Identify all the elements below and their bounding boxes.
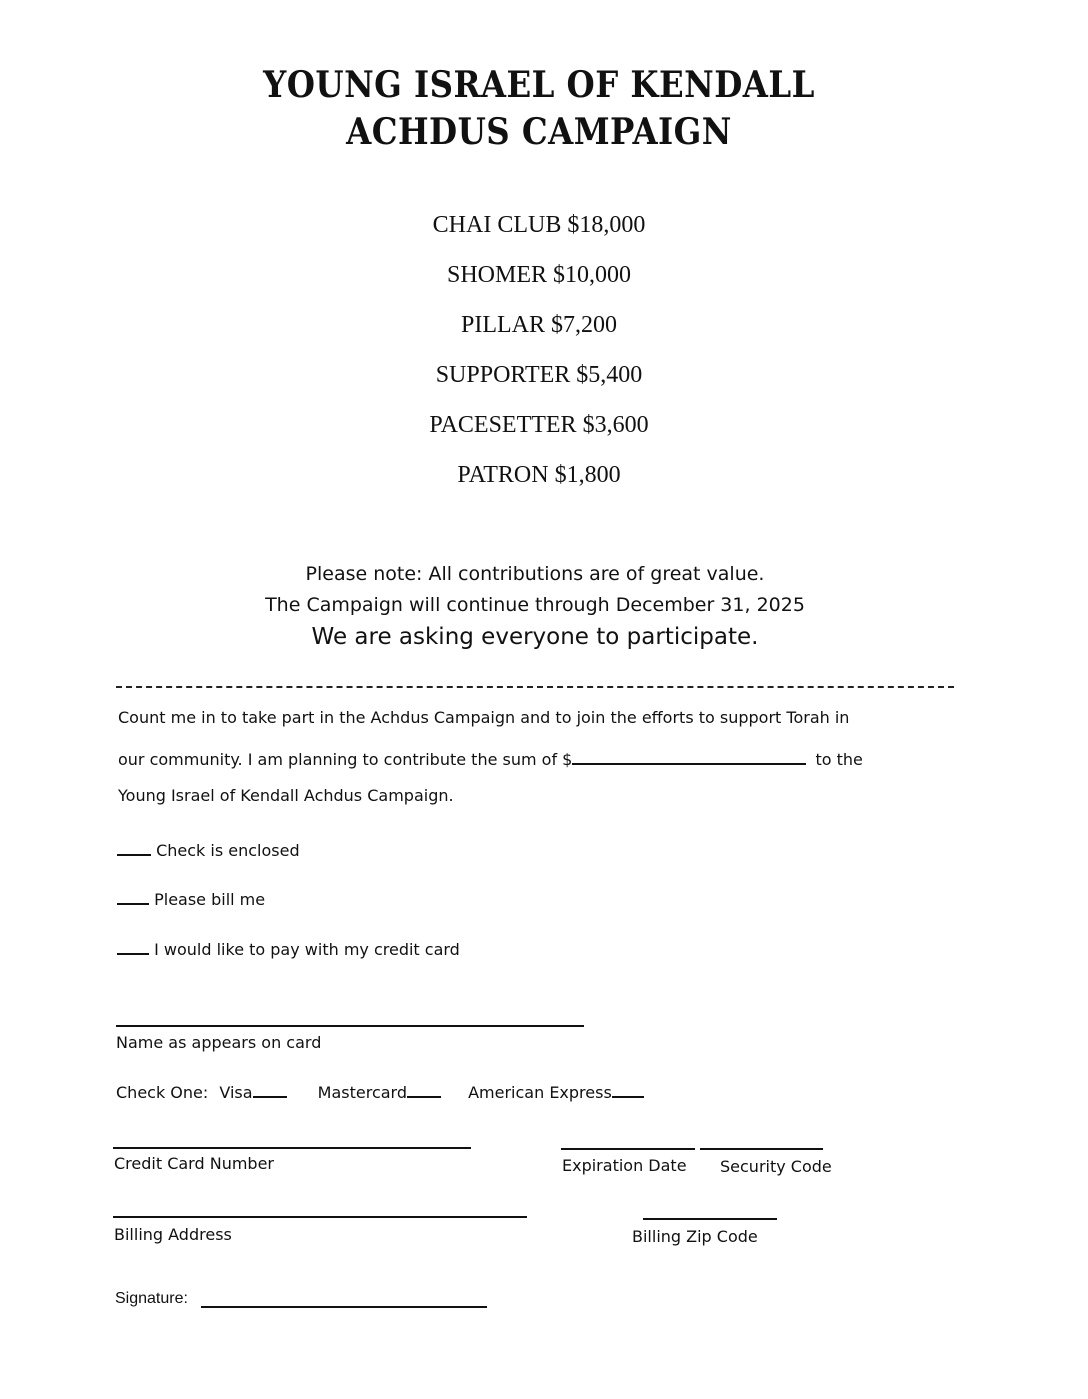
title-line-1: YOUNG ISRAEL OF KENDALL [263, 64, 815, 106]
pledge-amount-field[interactable] [572, 747, 806, 765]
security-code-label: Security Code [720, 1157, 832, 1176]
signature-field[interactable] [201, 1306, 487, 1308]
check-enclosed-label: Check is enclosed [156, 841, 300, 860]
name-on-card-field[interactable] [116, 1025, 584, 1027]
bill-me-label: Please bill me [154, 890, 266, 909]
option-credit-card [117, 939, 460, 959]
visa-blank[interactable] [253, 1082, 287, 1098]
level-pillar: PILLAR $7,200 [461, 312, 617, 338]
credit-card-blank[interactable] [117, 939, 149, 955]
level-chai-club: CHAI CLUB $18,000 [432, 212, 646, 238]
level-shomer: SHOMER $10,000 [446, 262, 632, 288]
pledge-line-1: Count me in to take part in the Achdus Campaign and to join the efforts to support Torah in [118, 708, 850, 727]
card-type-row [116, 1082, 644, 1102]
billing-zip-field[interactable] [643, 1218, 777, 1220]
option-bill-me [117, 889, 265, 909]
note-campaign-dates: The Campaign will continue through December 31, 2025 [265, 594, 805, 616]
pledge-line-3: Young Israel of Kendall Achdus Campaign. [118, 786, 454, 805]
card-number-label: Credit Card Number [114, 1154, 274, 1173]
level-supporter: SUPPORTER $5,400 [435, 362, 643, 388]
card-number-field[interactable] [113, 1147, 471, 1149]
security-code-field[interactable] [700, 1148, 823, 1150]
level-patron: PATRON $1,800 [457, 462, 621, 488]
note-participate: We are asking everyone to participate. [311, 624, 759, 650]
expiration-date-field[interactable] [561, 1148, 695, 1150]
expiration-date-label: Expiration Date [562, 1156, 687, 1175]
billing-address-label: Billing Address [114, 1225, 232, 1244]
bill-me-blank[interactable] [117, 889, 149, 905]
name-on-card-label: Name as appears on card [116, 1033, 322, 1052]
amex-label: American Express [468, 1083, 612, 1102]
cut-line-divider [116, 686, 954, 688]
note-contributions: Please note: All contributions are of great value. [305, 563, 765, 585]
level-pacesetter: PACESETTER $3,600 [429, 412, 649, 438]
signature-label: Signature: [115, 1290, 188, 1307]
mastercard-label: Mastercard [317, 1083, 407, 1102]
title-line-2: ACHDUS CAMPAIGN [346, 111, 732, 153]
credit-card-label: I would like to pay with my credit card [154, 940, 460, 959]
amex-blank[interactable] [612, 1082, 644, 1098]
visa-label: Visa [219, 1083, 253, 1102]
billing-address-field[interactable] [113, 1216, 527, 1218]
mastercard-blank[interactable] [407, 1082, 441, 1098]
pledge-line-2-tail: to the [815, 750, 863, 769]
check-one-label: Check One: [116, 1083, 209, 1102]
billing-zip-label: Billing Zip Code [632, 1227, 758, 1246]
pledge-line-2 [118, 747, 863, 769]
check-enclosed-blank[interactable] [117, 840, 151, 856]
pledge-line-2-text: our community. I am planning to contribute the sum of $ [118, 750, 573, 769]
option-check-enclosed [117, 840, 300, 860]
